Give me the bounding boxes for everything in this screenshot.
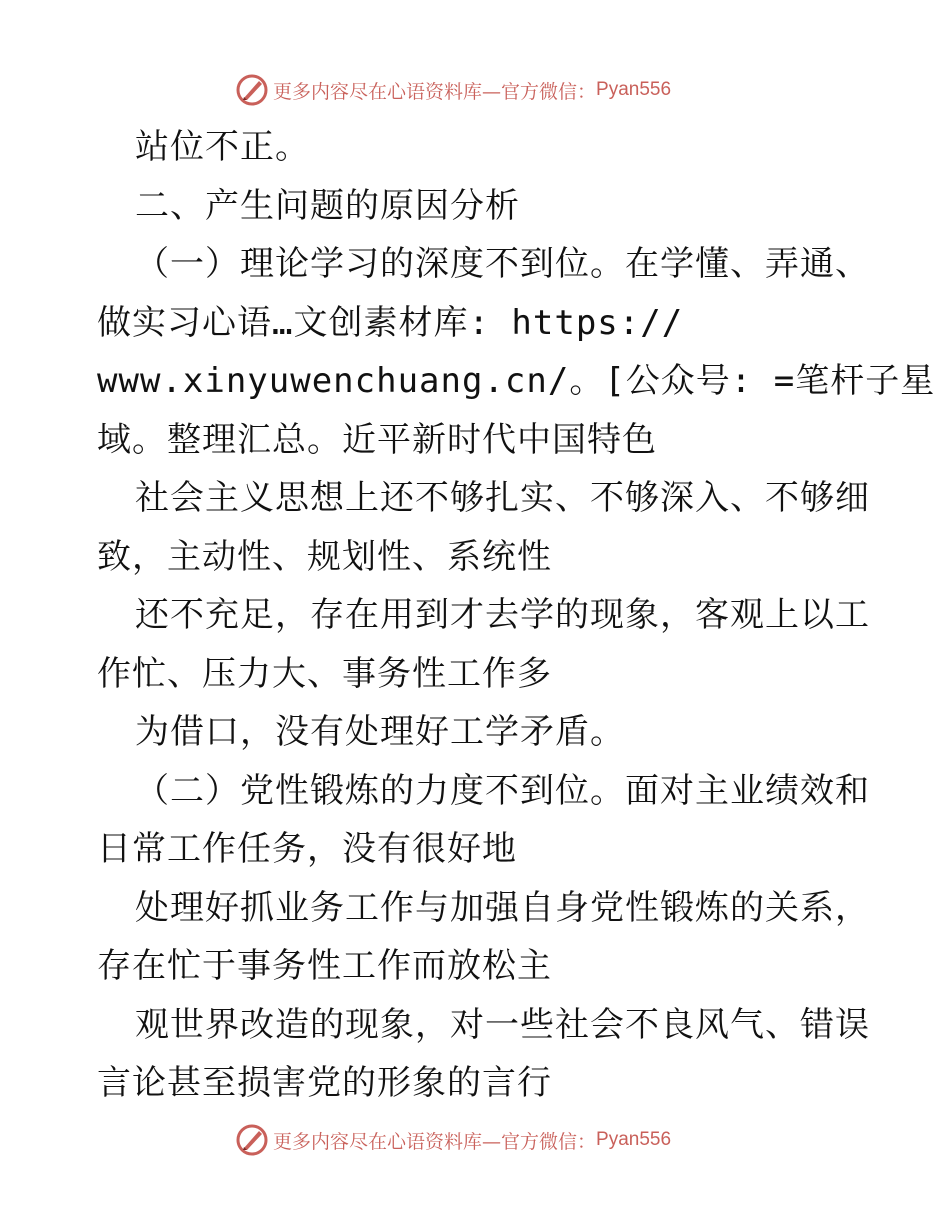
body-line: （一）理论学习的深度不到位。在学懂、弄通、 xyxy=(135,244,870,284)
header-banner-text: 更多内容尽在心语资料库—官方微信： xyxy=(273,80,597,103)
header-watermark-banner xyxy=(235,72,755,108)
body-line: 致，主动性、规划性、系统性 xyxy=(97,536,552,577)
body-line: 存在忙于事务性工作而放松主 xyxy=(97,946,552,986)
body-line: 为借口，没有处理好工学矛盾。 xyxy=(135,712,625,752)
body-line: 做实习心语…文创素材库: https:// xyxy=(97,302,684,343)
body-line: 处理好抓业务工作与加强自身党性锻炼的关系， xyxy=(135,887,870,928)
body-line: 日常工作任务，没有很好地 xyxy=(97,829,517,869)
body-line: 观世界改造的现象，对一些社会不良风气、错误 xyxy=(135,1004,870,1045)
body-line: 还不充足，存在用到才去学的现象，客观上以工 xyxy=(135,595,870,635)
footer-wechat-id: Pyan556 xyxy=(596,1129,672,1150)
body-line: 作忙、压力大、事务性工作多 xyxy=(97,653,552,694)
feather-pen-logo-icon xyxy=(235,1123,269,1157)
header-wechat-id: Pyan556 xyxy=(596,79,672,100)
body-line: 言论甚至损害党的形象的言行 xyxy=(97,1063,552,1103)
body-line: 域。整理汇总。近平新时代中国特色 xyxy=(97,419,657,460)
body-line: 社会主义思想上还不够扎实、不够深入、不够细 xyxy=(135,478,870,518)
section-heading: 二、产生问题的原因分析 xyxy=(135,185,520,226)
body-line: www.xinyuwenchuang.cn/。[公众号: =笔杆子星 xyxy=(97,361,936,401)
footer-banner-text: 更多内容尽在心语资料库—官方微信： xyxy=(273,1130,597,1153)
body-line: （二）党性锻炼的力度不到位。面对主业绩效和 xyxy=(135,770,870,811)
document-body xyxy=(97,118,936,1113)
footer-watermark-banner xyxy=(235,1122,755,1158)
feather-pen-logo-icon xyxy=(235,73,269,107)
body-line: 站位不正。 xyxy=(135,127,310,167)
